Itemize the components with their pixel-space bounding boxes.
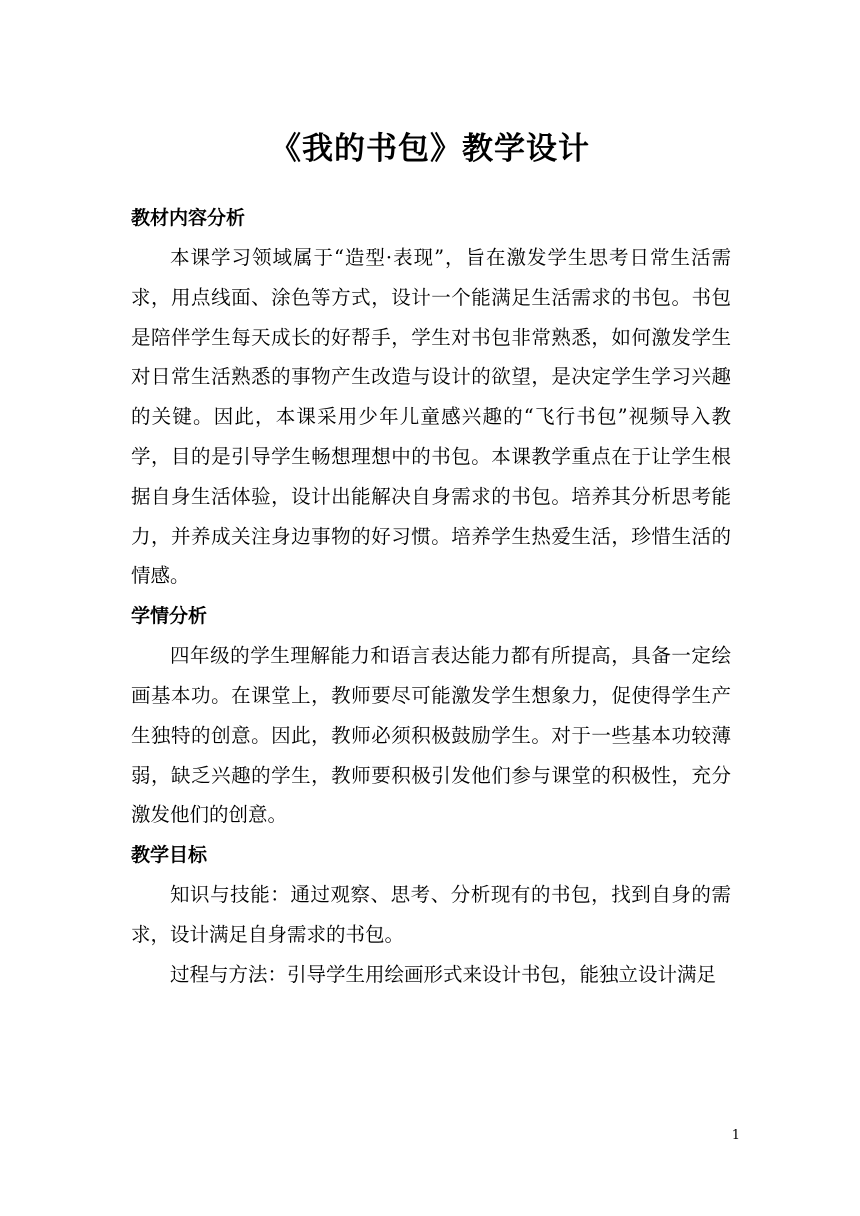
document-body (131, 198, 731, 995)
section-heading: 教学目标 (131, 844, 208, 867)
section-teaching-objectives (131, 835, 731, 994)
paragraph: 知识与技能：通过观察、思考、分析现有的书包，找到自身的需求，设计满足自身需求的书包。 (131, 883, 731, 946)
page-number: 1 (731, 1128, 740, 1143)
document-title: 《我的书包》教学设计 (270, 130, 590, 167)
paragraph: 本课学习领域属于“造型·表现”，旨在激发学生思考日常生活需求，用点线面、涂色等方式，设计一个能满足生活需求的书包。书包是陪伴学生每天成长的好帮手，学生对书包非常熟悉，如何激发学生对日常生活熟悉的事物产生改造与设计的欲望，是决定学生学习兴趣的关键。因此，本课采用少年儿童感兴趣的“飞行书包”视频导入教学，目的是引导学生畅想理想中的书包。本课教学重点在于让学生根据自身生活体验，设计出能解决自身需求的书包。培养其分析思考能力，并养成关注身边事物的好习惯。培养学生热爱生活，珍惜生活的情感。 (131, 246, 731, 588)
section-material-analysis (131, 198, 731, 596)
paragraph: 四年级的学生理解能力和语言表达能力都有所提高，具备一定绘画基本功。在课堂上，教师要尽可能激发学生想象力，促使得学生产生独特的创意。因此，教师必须积极鼓励学生。对于一些基本功较薄弱，缺乏兴趣的学生，教师要积极引发他们参与课堂的积极性，充分激发他们的创意。 (131, 644, 731, 827)
section-heading: 学情分析 (131, 605, 208, 628)
paragraph: 过程与方法：引导学生用绘画形式来设计书包，能独立设计满足 (170, 962, 717, 986)
section-student-analysis (131, 596, 731, 835)
section-heading: 教材内容分析 (131, 207, 246, 229)
